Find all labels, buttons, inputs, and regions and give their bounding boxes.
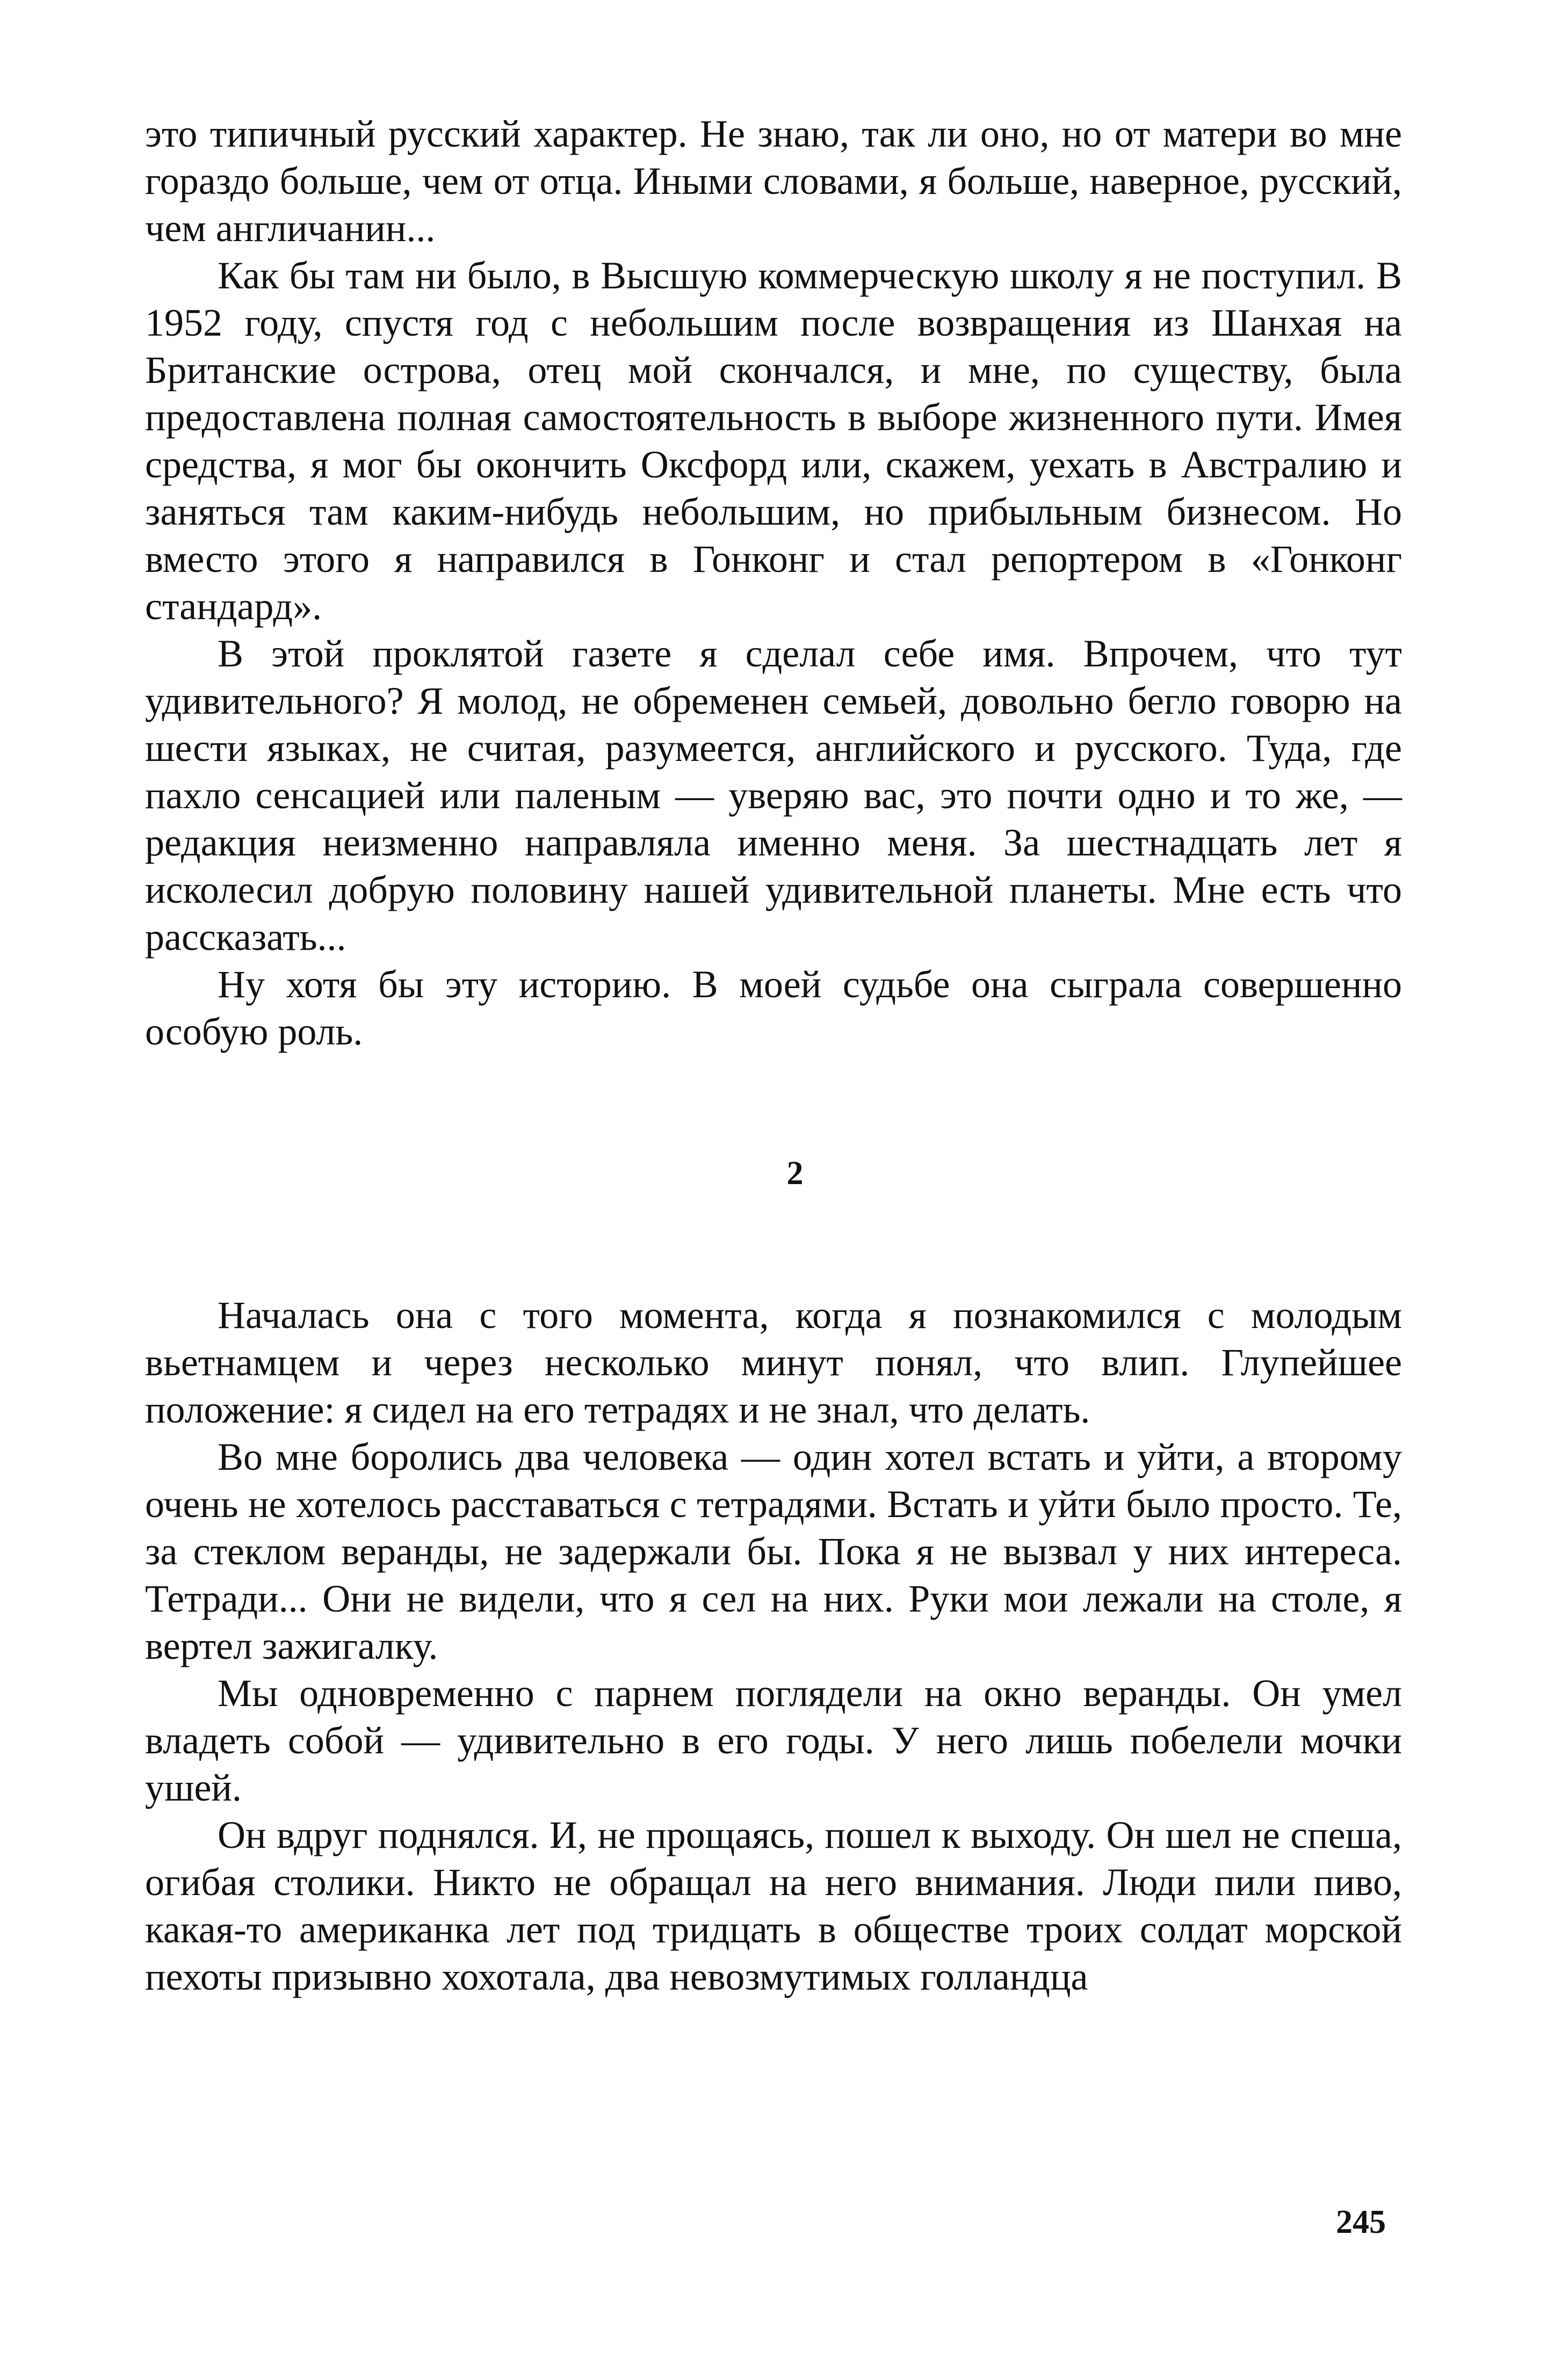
paragraph: Он вдруг поднялся. И, не прощаясь, пошел к выходу. Он шел не спеша, огибая столики. Никто не обращал на него внимания. Люди пили пиво, какая-то американка лет под тридцать в обществе троих солдат морской пехоты призывно хохотала, два невозмутимых голландца bbox=[145, 1813, 1402, 1998]
paragraph: В этой проклятой газете я сделал себе имя. Впрочем, что тут удивительного? Я молод, не обременен семьей, довольно бегло говорю на шести языках, не считая, разумеется, английского и русского. Туда, где пахло сенсацией или паленым — уверяю вас, это почти одно и то же, — редакция неизменно направляла именно меня. За шестнадцать лет я исколесил добрую половину нашей удивительной планеты. Мне есть что рассказать... bbox=[145, 632, 1402, 959]
paragraph: это типичный русский характер. Не знаю, так ли оно, но от матери во мне гораздо больше, чем от отца. Иными словами, я больше, наверное, русский, чем англичанин... bbox=[145, 112, 1402, 250]
paragraph: Мы одновременно с парнем поглядели на окно веранды. Он умел владеть собой — удивительно в его годы. У него лишь побелели мочки ушей. bbox=[145, 1672, 1402, 1809]
book-page bbox=[145, 110, 1402, 2000]
paragraph: Как бы там ни было, в Высшую коммерческую школу я не поступил. В 1952 году, спустя год с небольшим после возвращения из Шанхая на Британские острова, отец мой скончался, и мне, по существу, была предоставлена полная самостоятельность в выборе жизненного пути. Имея средства, я мог бы окончить Оксфорд или, скажем, уехать в Австралию и заняться там каким-нибудь небольшим, но прибыльным бизнесом. Но вместо этого я направился в Гонконг и стал репортером в «Гонконг стандард». bbox=[145, 254, 1402, 628]
page-number: 245 bbox=[1336, 2204, 1386, 2240]
section-number: 2 bbox=[786, 1155, 804, 1192]
paragraph: Началась она с того момента, когда я познакомился с молодым вьетнамцем и через несколько минут понял, что влип. Глупейшее положение: я сидел на его тетрадях и не знал, что делать. bbox=[145, 1294, 1402, 1431]
paragraph: Ну хотя бы эту историю. В моей судьбе она сыграла совершенно особую роль. bbox=[145, 963, 1402, 1053]
paragraph: Во мне боролись два человека — один хотел встать и уйти, а второму очень не хотелось расставаться с тетрадями. Встать и уйти было просто. Те, за стеклом веранды, не задержали бы. Пока я не вызвал у них интереса. Тетради... Они не видели, что я сел на них. Руки мои лежали на столе, я вертел зажигалку. bbox=[145, 1435, 1402, 1667]
